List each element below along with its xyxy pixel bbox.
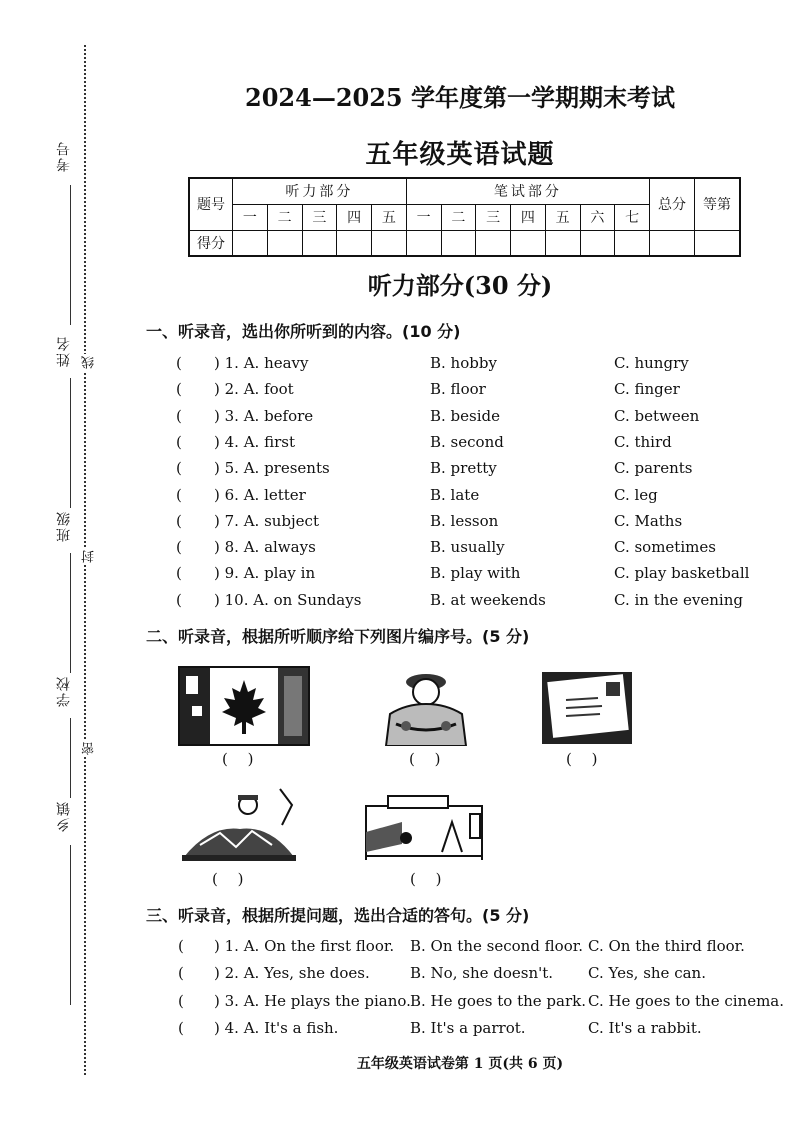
option-c: C. parents	[614, 459, 693, 478]
picture-answer-paren[interactable]: ( )	[410, 870, 442, 888]
score-cell[interactable]	[302, 230, 337, 256]
score-table-q-label: 题号	[189, 178, 233, 230]
man-picture	[376, 668, 476, 746]
score-col: 二	[267, 204, 302, 230]
option-b: B. On the second floor.	[410, 937, 584, 955]
answer-blank[interactable]: (	[178, 1018, 184, 1037]
option-c: C. between	[614, 406, 700, 425]
option-a: ) 2. A. foot	[214, 380, 294, 399]
score-cell[interactable]	[511, 230, 546, 256]
answer-blank[interactable]: (	[176, 459, 182, 478]
option-a: ) 4. A. It's a fish.	[214, 1018, 339, 1037]
score-cell[interactable]	[337, 230, 372, 256]
option-b: B. He goes to the park.	[410, 991, 586, 1010]
option-c: C. On the third floor.	[588, 937, 745, 955]
answer-blank[interactable]: (	[176, 432, 182, 451]
score-col: 一	[233, 204, 268, 230]
option-a: ) 3. A. He plays the piano.	[214, 991, 411, 1010]
seal-char-line: 线	[82, 356, 97, 369]
option-a: ) 6. A. letter	[214, 485, 306, 504]
answer-blank[interactable]: (	[176, 406, 182, 425]
listening-section-title: 听力部分(30 分)	[367, 271, 553, 300]
score-col: 五	[545, 204, 580, 230]
option-c: C. hungry	[614, 354, 689, 372]
option-a: ) 1. A. On the first floor.	[214, 937, 395, 955]
option-c: C. He goes to the cinema.	[588, 991, 785, 1010]
seal-char-seal: 封	[82, 550, 97, 563]
option-a: ) 2. A. Yes, she does.	[214, 964, 370, 983]
option-b: B. beside	[430, 406, 501, 425]
exam-subtitle: 五年级英语试题	[365, 140, 555, 170]
letter-picture	[540, 670, 634, 746]
picture-answer-paren[interactable]: ( )	[222, 750, 254, 768]
option-b: B. second	[430, 432, 504, 451]
option-b: B. pretty	[430, 459, 497, 478]
score-col: 三	[302, 204, 337, 230]
margin-label-exam-no: 考号	[56, 140, 72, 172]
score-cell[interactable]	[372, 230, 407, 256]
answer-blank[interactable]: (	[178, 964, 184, 983]
answer-blank[interactable]: (	[176, 564, 182, 583]
score-col: 七	[615, 204, 650, 230]
option-b: B. usually	[430, 538, 505, 557]
answer-blank[interactable]: (	[176, 485, 182, 504]
option-a: ) 7. A. subject	[214, 511, 319, 530]
part3-heading: 三、听录音，根据所提问题，选出合适的答句。(5 分)	[146, 906, 530, 925]
option-c: C. Maths	[614, 511, 683, 530]
margin-write-line	[70, 378, 71, 508]
score-cell[interactable]	[580, 230, 615, 256]
option-a: ) 1. A. heavy	[214, 354, 309, 372]
score-col: 六	[580, 204, 615, 230]
classroom-picture	[362, 792, 488, 862]
option-a: ) 9. A. play in	[214, 564, 316, 583]
option-b: B. floor	[430, 380, 486, 399]
option-b: B. at weekends	[430, 590, 546, 609]
option-b: B. play with	[430, 564, 521, 583]
margin-write-line	[70, 553, 71, 673]
part1-heading: 一、听录音，选出你所听到的内容。(10 分)	[146, 322, 461, 341]
option-b: B. late	[430, 485, 480, 504]
option-a: ) 5. A. presents	[214, 459, 330, 478]
score-table-listening-header: 听力部分	[233, 178, 407, 204]
answer-blank[interactable]: (	[176, 354, 182, 372]
answer-blank[interactable]: (	[178, 937, 184, 955]
score-cell[interactable]	[650, 230, 695, 256]
option-a: ) 3. A. before	[214, 406, 314, 425]
option-c: C. play basketball	[614, 564, 750, 583]
score-cell[interactable]	[476, 230, 511, 256]
picture-answer-paren[interactable]: ( )	[409, 750, 441, 768]
option-b: B. It's a parrot.	[410, 1018, 526, 1037]
picture-answer-paren[interactable]: ( )	[212, 870, 244, 888]
score-table-total: 总分	[650, 178, 695, 230]
score-col: 五	[372, 204, 407, 230]
score-col: 四	[511, 204, 546, 230]
option-c: C. third	[614, 432, 672, 451]
margin-write-line	[70, 718, 71, 798]
margin-label-class: 班级	[56, 510, 72, 542]
answer-blank[interactable]: (	[176, 380, 182, 399]
option-c: C. in the evening	[614, 590, 743, 609]
option-a: ) 10. A. on Sundays	[214, 590, 362, 609]
score-table	[188, 177, 741, 257]
answer-blank[interactable]: (	[176, 538, 182, 557]
option-c: C. It's a rabbit.	[588, 1018, 702, 1037]
score-col: 一	[406, 204, 441, 230]
score-cell[interactable]	[545, 230, 580, 256]
option-c: C. leg	[614, 485, 658, 504]
picture-answer-paren[interactable]: ( )	[566, 750, 598, 768]
option-c: C. finger	[614, 380, 680, 399]
score-table-writing-header: 笔试部分	[406, 178, 649, 204]
score-table-score-label: 得分	[189, 230, 233, 256]
option-a: ) 4. A. first	[214, 432, 295, 451]
margin-label-name: 姓名	[56, 335, 72, 367]
score-cell[interactable]	[267, 230, 302, 256]
option-b: B. No, she doesn't.	[410, 964, 554, 983]
margin-write-line	[70, 185, 71, 325]
seal-char-secret: 密	[82, 742, 97, 755]
option-b: B. hobby	[430, 354, 497, 372]
page-footer: 五年级英语试卷第 1 页(共 6 页)	[356, 1056, 564, 1072]
canada-flag-picture	[178, 666, 310, 746]
score-col: 二	[441, 204, 476, 230]
option-b: B. lesson	[430, 511, 499, 530]
margin-label-town: 乡镇	[56, 800, 72, 832]
score-cell[interactable]	[615, 230, 650, 256]
part2-heading: 二、听录音，根据所听顺序给下列图片编序号。(5 分)	[146, 627, 530, 646]
score-table-grade: 等第	[695, 178, 741, 230]
margin-label-school: 学校	[56, 675, 72, 707]
option-c: C. sometimes	[614, 538, 716, 557]
answer-blank[interactable]: (	[176, 590, 182, 609]
boat-race-picture	[180, 785, 298, 863]
score-col: 四	[337, 204, 372, 230]
margin-write-line	[70, 845, 71, 1005]
answer-blank[interactable]: (	[178, 991, 184, 1010]
option-a: ) 8. A. always	[214, 538, 316, 557]
option-c: C. Yes, she can.	[588, 964, 706, 983]
score-cell[interactable]	[233, 230, 268, 256]
exam-title: 2024—2025 学年度第一学期期末考试	[245, 83, 675, 112]
answer-blank[interactable]: (	[176, 511, 182, 530]
score-col: 三	[476, 204, 511, 230]
score-cell[interactable]	[406, 230, 441, 256]
score-cell[interactable]	[695, 230, 741, 256]
score-cell[interactable]	[441, 230, 476, 256]
